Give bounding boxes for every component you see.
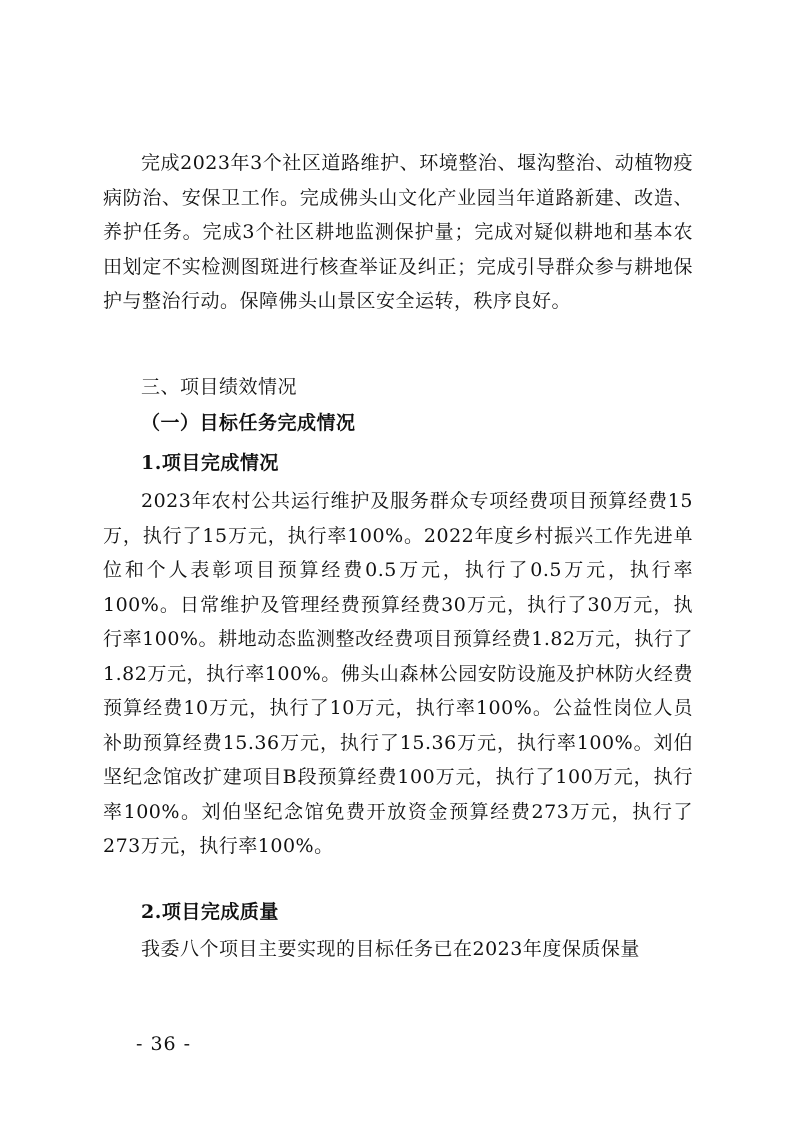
paragraph-quality: 我委八个项目主要实现的目标任务已在2023年度保质保量 (141, 938, 640, 960)
paragraph-community-work: 完成2023年3个社区道路维护、环境整治、堰沟整治、动植物疫病防治、安保卫工作。完成佛头山文化产业园当年道路新建、改造、养护任务。完成3个社区耕地监测保护量；完成对疑似耕地和基本农田划定不实检测图斑进行核查举证及纠正；完成引导群众参与耕地保护与整治行动。保障佛头山景区安全运转，秩序良好。 (103, 152, 693, 312)
section-heading-performance: 三、项目绩效情况 (141, 376, 298, 398)
item-heading-completion: 1.项目完成情况 (141, 452, 279, 474)
page-number: - 36 - (136, 1033, 192, 1055)
subsection-heading-targets: （一）目标任务完成情况 (141, 412, 356, 434)
item-heading-quality: 2.项目完成质量 (141, 901, 279, 923)
paragraph-budget-execution: 2023年农村公共运行维护及服务群众专项经费项目预算经费15万，执行了15万元，执行率100%。2022年度乡村振兴工作先进单位和个人表彰项目预算经费0.5万元，执行了0.5万元，执行率100%。日常维护及管理经费预算经费30万元，执行了30万元，执行率100%。耕地动态监测整改经费项目预算经费1.82万元，执行了1.82万元，执行率100%。佛头山森林公园安防设施及护林防火经费预算经费10万元，执行了10万元，执行率100%。公益性岗位人员补助预算经费15.36万元，执行了15.36万元，执行率100%。刘伯坚纪念馆改扩建项目B段预算经费100万元，执行了100万元，执行率100%。刘伯坚纪念馆免费开放资金预算经费273万元，执行了273万元，执行率100%。 (103, 490, 693, 857)
